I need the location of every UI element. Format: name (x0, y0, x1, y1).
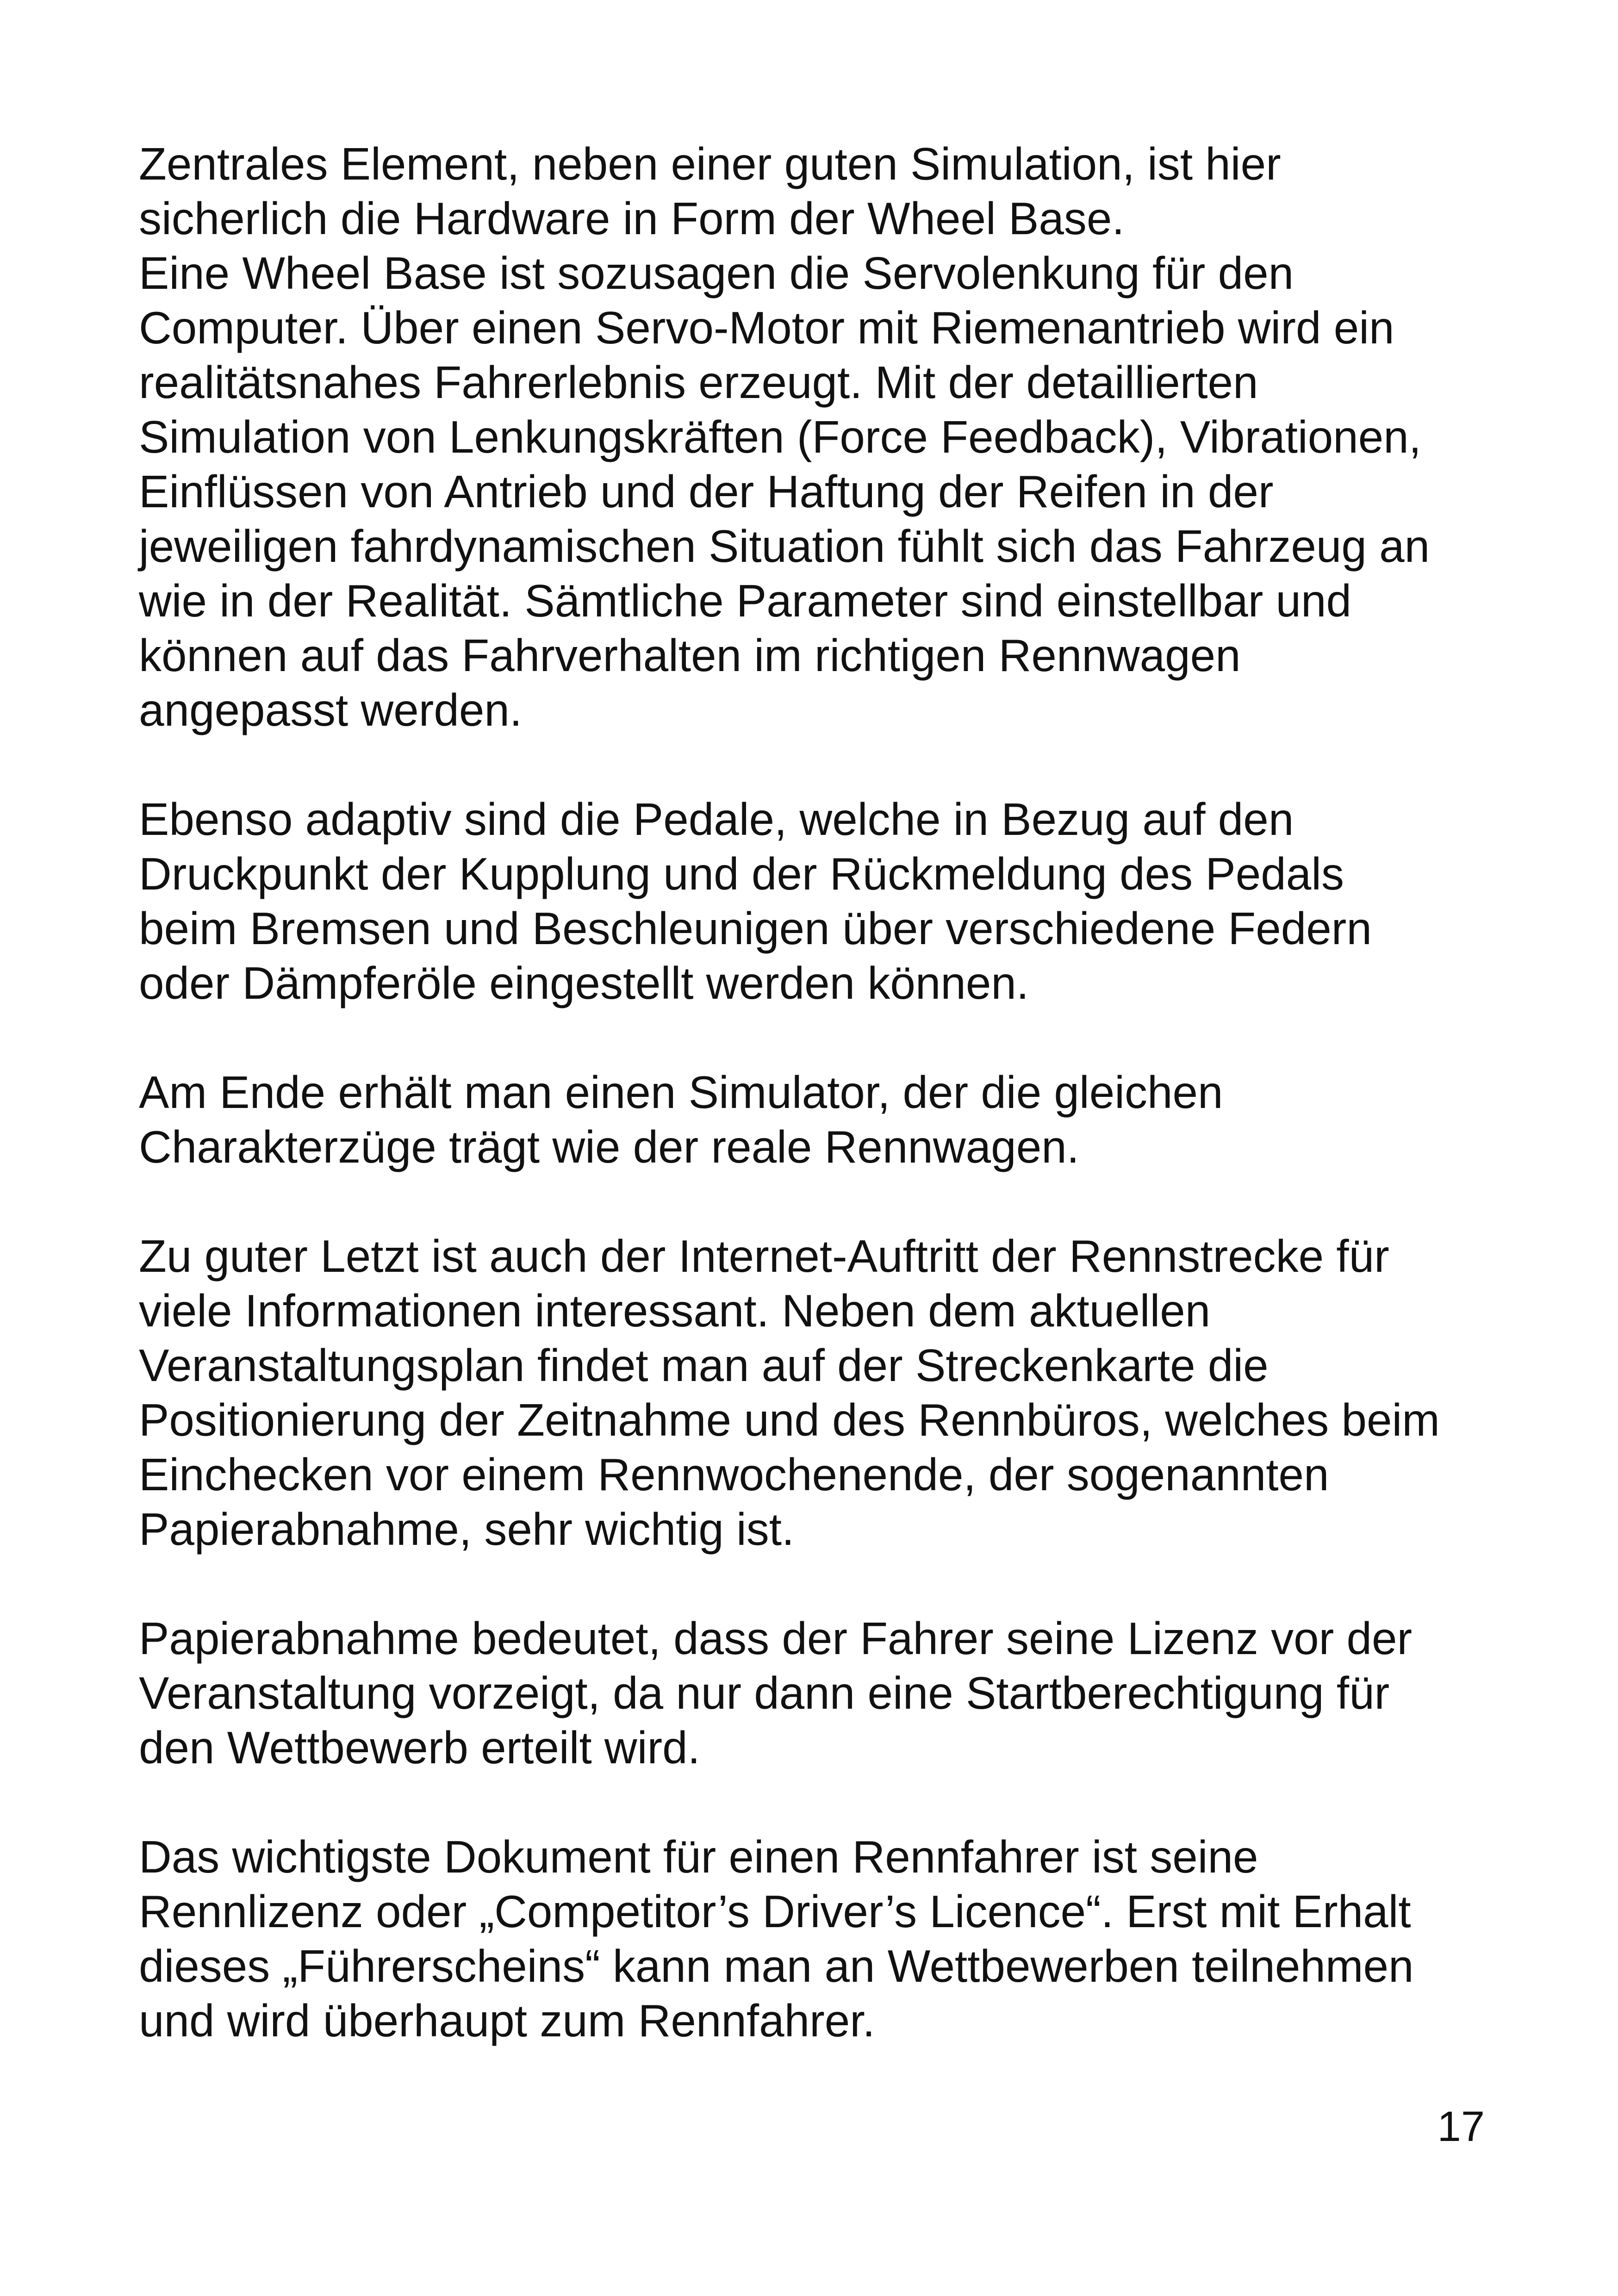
text-line: Computer. Über einen Servo-Motor mit Riemenantrieb wird ein (139, 302, 1394, 353)
text-line: den Wettbewerb erteilt wird. (139, 1722, 700, 1773)
text-line: Einchecken vor einem Rennwochenende, der sogenannten (139, 1449, 1329, 1500)
text-line: jeweiligen fahrdynamischen Situation fühlt sich das Fahrzeug an (139, 521, 1430, 572)
text-line: Papierabnahme bedeutet, dass der Fahrer seine Lizenz vor der (139, 1613, 1413, 1664)
text-line: realitätsnahes Fahrerlebnis erzeugt. Mit der detaillierten (139, 357, 1258, 408)
text-line: Einflüssen von Antrieb und der Haftung der Reifen in der (139, 466, 1274, 517)
text-line: dieses „Führerscheins“ kann man an Wettbewerben teilnehmen (139, 1941, 1414, 1991)
page-number: 17 (1437, 2103, 1485, 2150)
paragraph-simulator (139, 1065, 1500, 1174)
text-line: oder Dämpferöle eingestellt werden können. (139, 958, 1029, 1008)
text-line: können auf das Fahrverhalten im richtigen Rennwagen (139, 630, 1241, 681)
text-line: Ebenso adaptiv sind die Pedale, welche in Bezug auf den (139, 794, 1294, 845)
text-line: beim Bremsen und Beschleunigen über verschiedene Federn (139, 903, 1372, 954)
text-line: Veranstaltungsplan findet man auf der Streckenkarte die (139, 1340, 1269, 1391)
text-line: Simulation von Lenkungskräften (Force Feedback), Vibrationen, (139, 411, 1421, 462)
text-line: Charakterzüge trägt wie der reale Rennwagen. (139, 1121, 1079, 1172)
text-line: Zu guter Letzt ist auch der Internet-Auftritt der Rennstrecke für (139, 1231, 1389, 1282)
text-line: Positionierung der Zeitnahme und des Rennbüros, welches beim (139, 1394, 1440, 1445)
text-line: angepasst werden. (139, 684, 523, 735)
paragraph-internet-presence (139, 1229, 1500, 1556)
text-line: Am Ende erhält man einen Simulator, der die gleichen (139, 1067, 1223, 1118)
text-line: Eine Wheel Base ist sozusagen die Servolenkung für den (139, 248, 1294, 299)
text-line: Zentrales Element, neben einer guten Simulation, ist hier (139, 138, 1281, 189)
page-body (139, 137, 1500, 2048)
paragraph-wheel-base (139, 137, 1500, 737)
text-line: Rennlizenz oder „Competitor’s Driver’s Licence“. Erst mit Erhalt (139, 1886, 1411, 1937)
paragraph-pedals (139, 792, 1500, 1010)
text-line: Papierabnahme, sehr wichtig ist. (139, 1504, 795, 1555)
paragraph-racing-licence (139, 1829, 1500, 2048)
text-line: viele Informationen interessant. Neben dem aktuellen (139, 1285, 1211, 1336)
text-line: Druckpunkt der Kupplung und der Rückmeldung des Pedals (139, 848, 1344, 899)
text-line: und wird überhaupt zum Rennfahrer. (139, 1995, 875, 2046)
text-line: sicherlich die Hardware in Form der Wheel Base. (139, 193, 1125, 244)
text-line: Veranstaltung vorzeigt, da nur dann eine Startberechtigung für (139, 1668, 1390, 1718)
text-line: wie in der Realität. Sämtliche Parameter sind einstellbar und (139, 575, 1352, 626)
text-line: Das wichtigste Dokument für einen Rennfahrer ist seine (139, 1831, 1258, 1882)
paragraph-paper-check (139, 1611, 1500, 1775)
